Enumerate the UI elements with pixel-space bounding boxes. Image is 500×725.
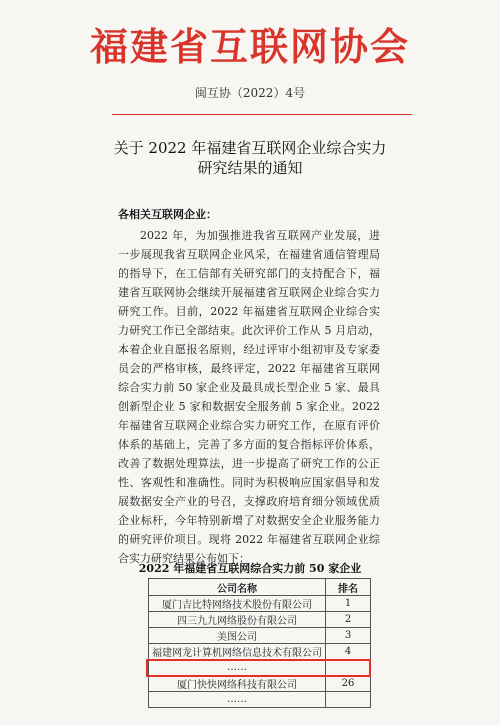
- rank-cell: 4: [326, 644, 371, 660]
- highlighted-row: [149, 676, 371, 692]
- rank-cell: 3: [326, 628, 371, 644]
- rank-cell: 1: [326, 596, 371, 612]
- body-paragraph: 2022 年，为加强推进我省互联网产业发展，进一步展现我省互联网企业风采，在福建省通信管理局的指导下，在工信部有关研究部门的支持配合下，福建省互联网协会继续开展福建省互联网企业综合实力研究工作。目前，2022 年福建省互联网企业综合实力研究工作已全部结束。此次评价工作从 5 月启动，本着企业自愿报名原则，经过评审小组初审及专家委员会的严格审核，最终评定，2022 年福建省互联网综合实力前 50 家企业及最具成长型企业 5 家、最具创新型企业 5 家和数据安全服务前 5 家企业。2022 年福建省互联网企业综合实力研究工作，在原有评价体系的基础上，完善了多方面的复合指标评价体系，改善了数据处理算法，进一步提高了研究工作的公正性、客观性和准确性。同时为积极响应国家倡导和发展数据安全产业的号召，支撑政府培育细分领域优质企业标杆，今年特别新增了对数据安全企业服务能力的研究评价项目。现将 2022 年福建省互联网企业综合实力研究结果公布如下：: [118, 229, 380, 565]
- letterhead-title: 福建省互联网协会: [89, 24, 410, 69]
- header-company: 公司名称: [149, 579, 326, 596]
- document-number: 闽互协（2022）4号: [194, 86, 306, 100]
- company-cell-highlight: 厦门快快网络科技有限公司: [149, 676, 326, 692]
- company-cell: 美图公司: [149, 628, 326, 644]
- ranking-table: [148, 578, 371, 708]
- empty-cell: [326, 692, 371, 708]
- ellipsis-cell: ……: [149, 660, 326, 676]
- table-header-row: [149, 579, 371, 596]
- highlight-box: [146, 659, 371, 677]
- ellipsis-cell: ……: [149, 692, 326, 708]
- letterhead-divider: [112, 114, 412, 115]
- body-text: [118, 226, 380, 568]
- title-line-2: 研究结果的通知: [197, 159, 303, 177]
- table-row: [149, 612, 371, 628]
- rank-cell: 2: [326, 612, 371, 628]
- rank-cell-highlight: 26: [326, 676, 371, 692]
- company-cell: 四三九九网络股份有限公司: [149, 612, 326, 628]
- header-rank: 排名: [326, 579, 371, 596]
- table-row: [149, 596, 371, 612]
- table-row: [149, 628, 371, 644]
- title-line-1: 关于 2022 年福建省互联网企业综合实力: [113, 139, 387, 157]
- table-title: 2022 年福建省互联网综合实力前 50 家企业: [138, 562, 362, 575]
- company-cell: 厦门吉比特网络技术股份有限公司: [149, 596, 326, 612]
- table-row: [149, 644, 371, 660]
- ellipsis-row: [149, 692, 371, 708]
- company-cell: 福建网龙计算机网络信息技术有限公司: [149, 644, 326, 660]
- salutation: 各相关互联网企业：: [118, 208, 217, 221]
- document-title: [0, 138, 500, 178]
